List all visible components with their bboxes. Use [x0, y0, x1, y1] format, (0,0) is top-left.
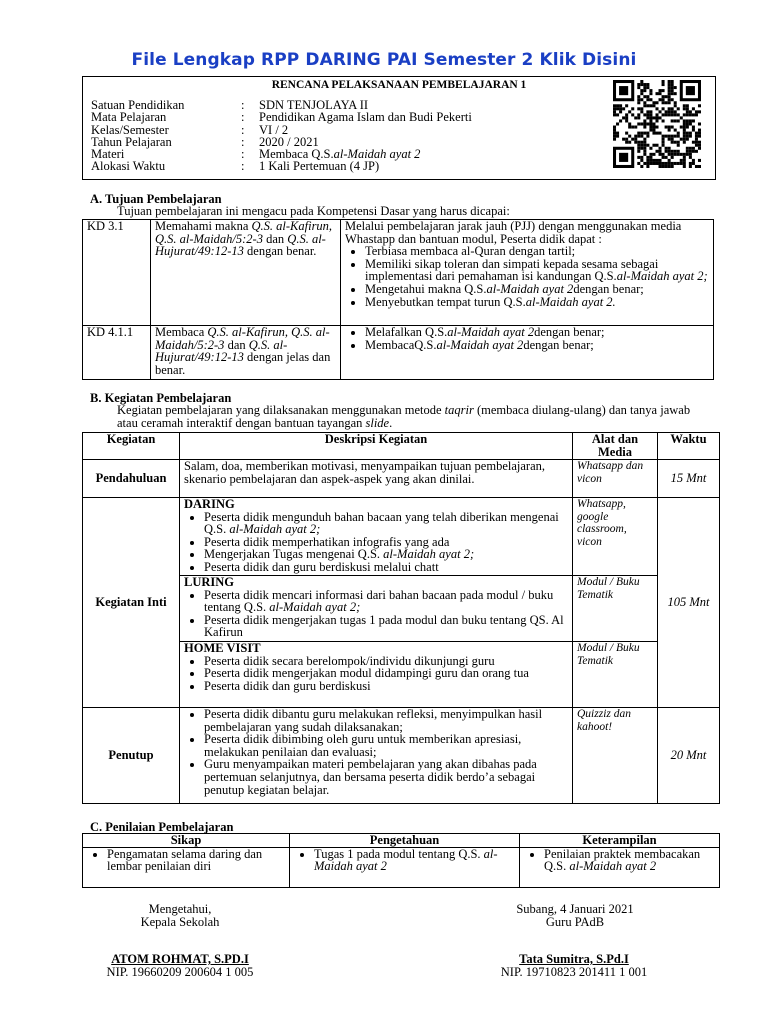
identity-value: 2020 / 2021: [259, 134, 319, 149]
objective-list: [345, 326, 709, 351]
list-item: [204, 589, 568, 614]
assessment-surah: al-Maidah ayat 2: [569, 859, 657, 874]
activity-list: [184, 708, 568, 796]
objective-text: Terbiasa membaca al-Quran dengan tartil;: [365, 244, 576, 259]
kd-desc-surah: Q.S. al- Hujurat/49:12-13: [155, 231, 326, 259]
signature-line: Kepala Sekolah: [140, 915, 220, 929]
objective-surah: al-Maidah ayat 2: [447, 325, 535, 339]
list-item: • Peserta didik secara berelompok/individu dikunjungi guru: [204, 655, 568, 668]
column-header: Sikap: [83, 834, 290, 848]
phase-media: Quizziz dan kahoot!: [573, 708, 658, 804]
section-c-heading: C. Penilaian Pembelajaran: [90, 820, 234, 834]
assessment-table: [82, 833, 720, 888]
list-item: [365, 339, 709, 352]
kd-desc-text: dengan jelas dan benar.: [155, 350, 331, 377]
identity-list: [91, 99, 472, 173]
objective-surah: al-Maidah ayat 2: [436, 337, 524, 352]
identity-value: SDN TENJOLAYA II: [259, 98, 369, 112]
kd-desc-text: dengan benar.: [243, 244, 317, 259]
column-header: Pengetahuan: [290, 834, 520, 848]
table-row: [83, 708, 720, 804]
identity-value: 1 Kali Pertemuan (4 JP): [259, 159, 380, 174]
mode-title: HOME VISIT: [184, 641, 261, 655]
kd-objectives: [341, 326, 714, 380]
download-link-banner[interactable]: File Lengkap RPP DARING PAI Semester 2 Klik Disini: [131, 50, 637, 70]
kd-code: KD 4.1.1: [83, 326, 151, 380]
kd-row: [83, 220, 714, 326]
identity-value: Pendidikan Agama Islam dan Budi Pekerti: [259, 110, 472, 125]
objective-surah: al-Maidah ayat 2.: [525, 294, 616, 309]
section-a-heading: A. Tujuan Pembelajaran: [90, 192, 222, 206]
headmaster-name: ATOM ROHMAT, S.PD.I: [111, 952, 249, 966]
phase-name: Pendahuluan: [83, 460, 180, 498]
objective-text: Melafalkan Q.S.: [365, 325, 448, 339]
objective-text: dengan benar;: [523, 337, 594, 352]
kd-desc-text: Membaca: [155, 325, 208, 339]
activity-list: [184, 589, 568, 639]
identity-row: [91, 160, 472, 172]
method-name: taqrir: [444, 403, 474, 417]
assessment-list: [524, 848, 715, 873]
kd-row: [83, 326, 714, 380]
kd-objectives: [341, 220, 714, 326]
activity-surah: al-Maidah ayat 2;: [383, 547, 475, 562]
activity-text: Peserta didik dan guru berdiskusi melalui chatt: [204, 559, 439, 574]
identity-colon: :: [241, 134, 245, 149]
column-header: Kegiatan: [83, 433, 180, 460]
activity-text: Mengerjakan Tugas mengenai Q.S.: [204, 547, 384, 562]
objective-text: Menyebutkan tempat turun Q.S.: [365, 294, 526, 309]
qr-code-icon[interactable]: [613, 80, 701, 168]
phase-description: [180, 708, 573, 804]
identity-label: Alokasi Waktu: [91, 159, 166, 174]
kd-objectives-intro: Melalui pembelajaran jarak jauh (PJJ) dengan menggunakan media Whastapp dan bantuan modul, Peserta didik dapat :: [345, 219, 682, 246]
column-header: Deskripsi Kegiatan: [180, 433, 573, 460]
signature-left-name: [80, 953, 280, 979]
activity-surah: al-Maidah ayat 2;: [269, 600, 361, 615]
column-header: Alat dan Media: [573, 433, 658, 460]
column-header: Waktu: [658, 433, 720, 460]
phase-description: Salam, doa, memberikan motivasi, menyampaikan tujuan pembelajaran, skenario pembelajaran dan aspek-aspek yang akan dinilai.: [180, 460, 573, 498]
identity-value: VI / 2: [259, 122, 289, 137]
list-item: • Peserta didik dibimbing oleh guru untuk memberikan apresiasi, melakukan penilaian dan evaluasi;: [204, 733, 568, 758]
assessment-list: [87, 848, 285, 873]
signature-line: Guru PAdB: [545, 915, 605, 929]
list-item: • Pengamatan selama daring dan lembar penilaian diri: [107, 848, 285, 873]
table-header-row: [83, 433, 720, 460]
list-item: [365, 296, 709, 309]
list-item: [544, 848, 715, 873]
identity-label: Satuan Pendidikan: [91, 98, 185, 112]
signature-left: [100, 903, 260, 929]
objective-surah: al-Maidah ayat 2: [486, 281, 574, 296]
table-row: [83, 847, 720, 887]
identity-label: Materi: [91, 147, 125, 162]
kd-description: [151, 326, 341, 380]
identity-colon: :: [241, 98, 245, 112]
rpp-title: RENCANA PELAKSANAAN PEMBELAJARAN 1: [271, 79, 527, 91]
identity-label: Kelas/Semester: [91, 122, 169, 137]
identity-colon: :: [241, 122, 245, 137]
phase-description: [180, 498, 573, 576]
headmaster-nip: NIP. 19660209 200604 1 005: [106, 965, 254, 979]
section-b-heading: B. Kegiatan Pembelajaran: [90, 391, 232, 405]
activity-text: Peserta didik mengunduh bahan bacaan yang telah diberikan mengenai Q.S.: [204, 509, 559, 537]
list-item: [314, 848, 515, 873]
section-b-intro-text: (membaca diulang-ulang) dan tanya jawab atau ceramah interaktif dengan bantuan tayangan: [117, 403, 691, 430]
identity-colon: :: [241, 159, 245, 174]
list-item: [204, 561, 568, 574]
table-row: [83, 498, 720, 576]
kd-desc-surah: Q.S. al-Kafirun, Q.S. al-Maidah/5:2-3: [155, 325, 330, 352]
kd-desc-text: Memahami makna: [155, 219, 252, 233]
assessment-cell: [290, 847, 520, 887]
identity-label: Tahun Pelajaran: [91, 134, 172, 149]
phase-time: 20 Mnt: [658, 708, 720, 804]
list-item: • Guru menyampaikan materi pembelajaran yang akan dibahas pada pertemuan selanjutnya, dan bersama peserta didik berdo’a sebagai penutup kegiatan belajar.: [204, 758, 568, 796]
list-item: [204, 614, 568, 639]
signature-right-name: [474, 953, 674, 979]
signature-line: Subang, 4 Januari 2021: [516, 902, 634, 916]
assessment-list: [294, 848, 515, 873]
identity-colon: :: [241, 147, 245, 162]
teacher-nip: NIP. 19710823 201411 1 001: [500, 965, 648, 979]
materi-text: Membaca Q.S.: [259, 147, 334, 162]
objective-list: [345, 245, 709, 308]
phase-media: Modul / Buku Tematik: [573, 576, 658, 642]
list-item: [365, 258, 709, 283]
phase-media: Modul / Buku Tematik: [573, 642, 658, 708]
table-header-row: [83, 834, 720, 848]
header-box: [82, 76, 716, 180]
phase-name: Kegiatan Inti: [83, 498, 180, 708]
media-name: slide: [365, 416, 390, 430]
list-item: • Peserta didik dibantu guru melakukan refleksi, menyimpulkan hasil pembelajaran yang sudah dilaksanakan;: [204, 708, 568, 733]
phase-description: [180, 642, 573, 708]
kd-code: KD 3.1: [83, 220, 151, 326]
column-header: Keterampilan: [520, 834, 720, 848]
activity-surah: al-Maidah ayat 2;: [229, 522, 321, 537]
phase-name: Penutup: [83, 708, 180, 804]
identity-row: [91, 111, 472, 123]
kd-desc-text: dan: [262, 231, 288, 246]
section-b-intro-text: Kegiatan pembelajaran yang dilaksanakan menggunakan metode: [117, 403, 445, 417]
kd-desc-surah: Q.S. al- Hujurat/49:12-13: [155, 337, 288, 365]
phase-description: [180, 576, 573, 642]
assessment-cell: [83, 847, 290, 887]
list-item: • Peserta didik dan guru berdiskusi: [204, 680, 568, 693]
activity-text: Peserta didik mengerjakan tugas 1 pada modul dan buku tentang QS. Al Kafirun: [204, 612, 564, 640]
teacher-name: Tata Sumitra, S.Pd.I: [519, 952, 629, 966]
objective-text: dengan benar;: [573, 281, 644, 296]
identity-label: Mata Pelajaran: [91, 110, 167, 125]
signature-line: Mengetahui,: [148, 902, 212, 916]
assessment-surah: al-Maidah ayat 2: [314, 846, 498, 874]
phase-time: 15 Mnt: [658, 460, 720, 498]
kd-description: [151, 220, 341, 326]
kd-desc-text: dan: [224, 337, 249, 352]
activity-table: [82, 432, 720, 804]
assessment-text: Penilaian praktek membacakan Q.S.: [544, 846, 701, 874]
activity-list: [184, 655, 568, 693]
section-b-intro: [117, 404, 707, 430]
materi-surah: al-Maidah ayat 2: [333, 147, 421, 162]
kd-table: [82, 219, 714, 380]
mode-title: DARING: [184, 497, 235, 511]
identity-colon: :: [241, 110, 245, 125]
phase-media: Whatsapp, google classroom, vicon: [573, 498, 658, 576]
table-row: [83, 460, 720, 498]
objective-surah: al-Maidah ayat 2;: [616, 269, 708, 284]
list-item: • Peserta didik mengerjakan modul didampingi guru dan orang tua: [204, 667, 568, 680]
phase-time: 105 Mnt: [658, 498, 720, 708]
list-item: [204, 511, 568, 536]
section-b-intro-text: .: [389, 416, 393, 430]
objective-text: Mengetahui makna Q.S.: [365, 281, 487, 296]
activity-text: Peserta didik mencari informasi dari bahan bacaan pada modul / buku tentang Q.S.: [204, 587, 554, 615]
mode-title: LURING: [184, 575, 235, 589]
objective-text: Memiliki sikap toleran dan simpati kepada sesama sebagai implementasi dari pemahaman isi kandungan Q.S.: [365, 256, 659, 284]
kd-desc-surah: Q.S. al-Kafirun, Q.S. al-Maidah/5:2-3: [155, 219, 333, 246]
assessment-text: Tugas 1 pada modul tentang Q.S.: [314, 846, 484, 861]
phase-media: Whatsapp dan vicon: [573, 460, 658, 498]
signature-right: [490, 903, 660, 929]
assessment-cell: [520, 847, 720, 887]
objective-text: dengan benar;: [534, 325, 605, 339]
activity-text: Peserta didik memperhatikan infografis yang ada: [204, 534, 450, 549]
section-a-intro: Tujuan pembelajaran ini mengacu pada Kompetensi Dasar yang harus dicapai:: [117, 204, 510, 218]
activity-list: [184, 511, 568, 574]
objective-text: MembacaQ.S.: [365, 337, 437, 352]
